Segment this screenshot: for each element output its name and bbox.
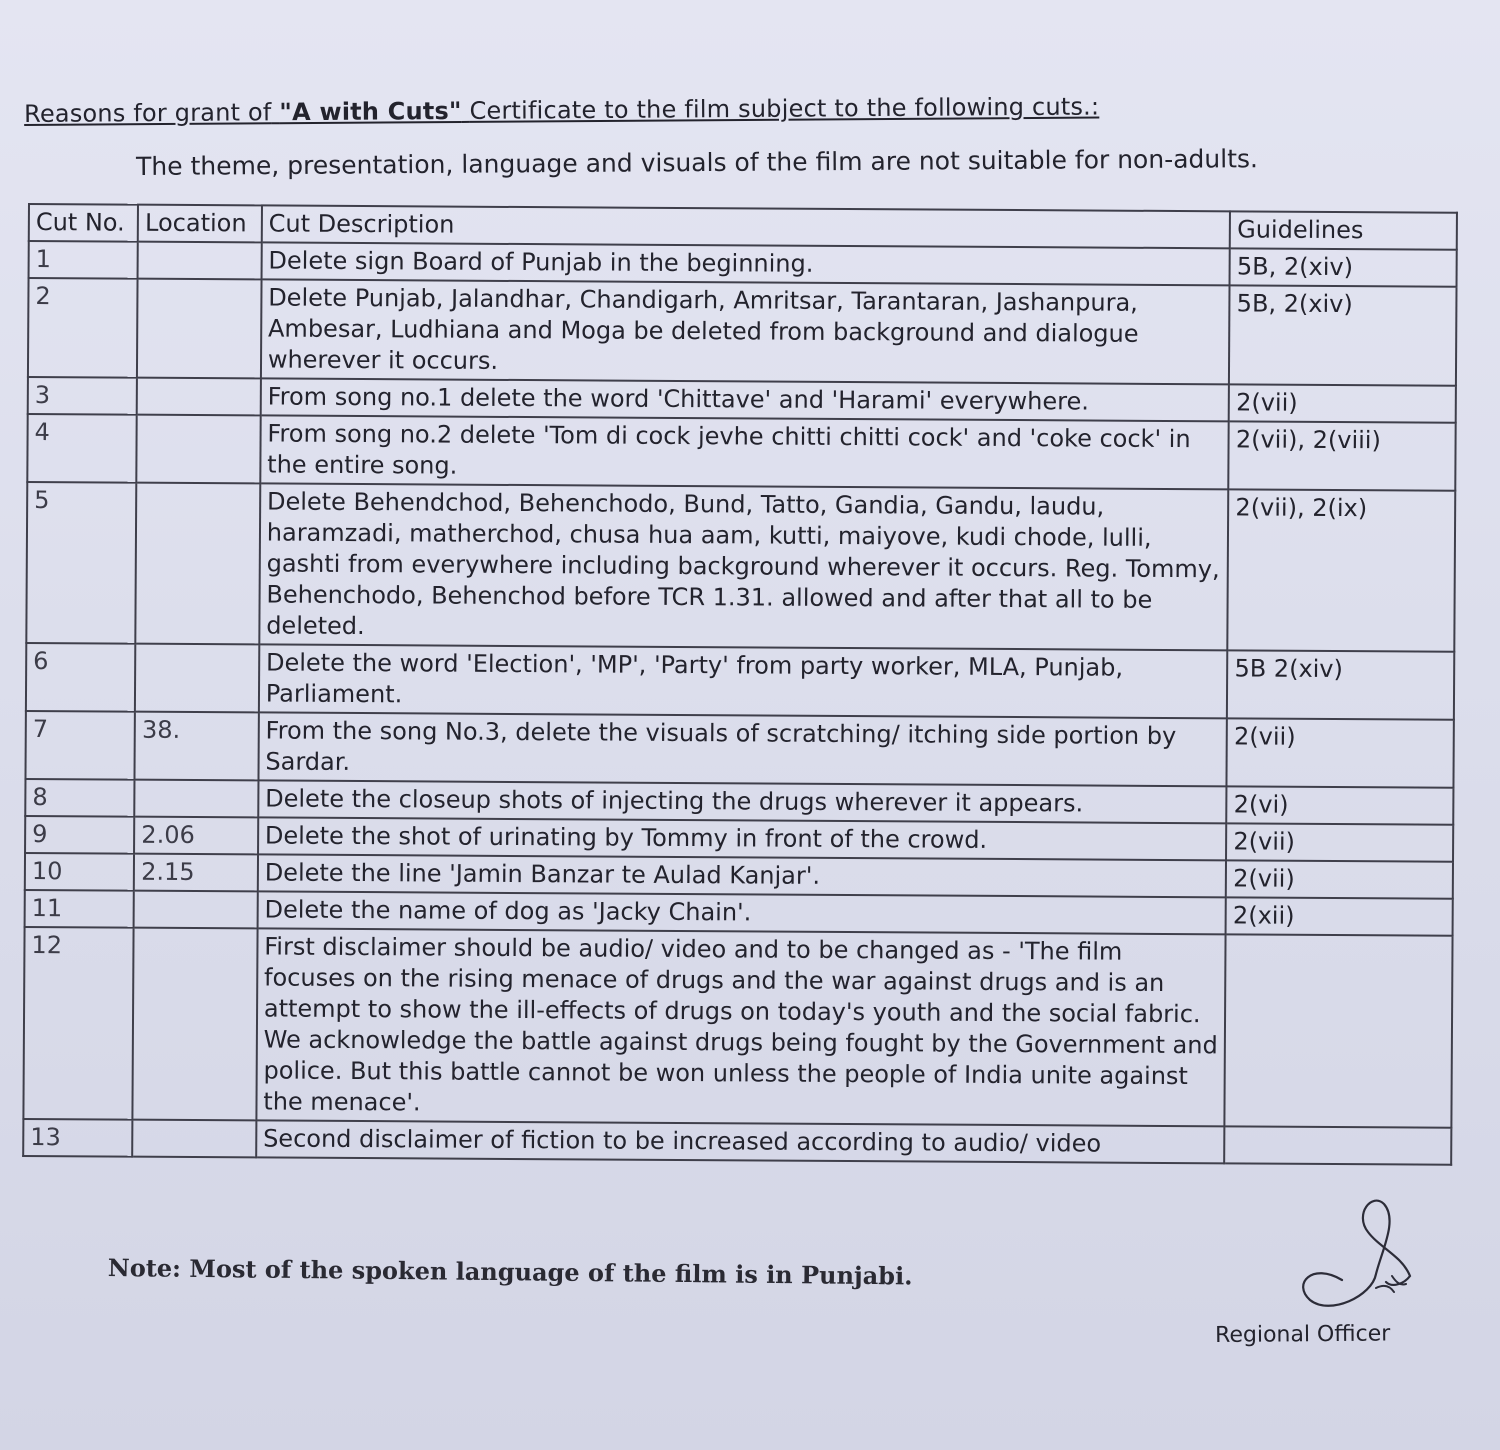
cut-description-cell: Second disclaimer of fiction to be increased according to audio/ video xyxy=(256,1120,1225,1163)
heading-prefix: Reasons for grant of xyxy=(24,98,272,128)
cut-description-cell: Delete the closeup shots of injecting the drugs wherever it appears. xyxy=(258,780,1227,823)
guidelines-cell: 5B, 2(xiv) xyxy=(1230,248,1457,286)
table-row xyxy=(28,278,1457,386)
guidelines-cell: 2(vii) xyxy=(1226,823,1453,861)
cut-description-cell: From song no.1 delete the word 'Chittave' and 'Harami' everywhere. xyxy=(261,378,1230,421)
location-cell xyxy=(136,483,261,645)
cut-number-cell: 11 xyxy=(25,890,134,928)
table-row xyxy=(26,482,1455,652)
signature-mark xyxy=(1272,1192,1432,1322)
location-cell: 2.06 xyxy=(134,817,258,855)
signatory-title: Regional Officer xyxy=(1215,1321,1391,1348)
heading-certificate-type: "A with Cuts" xyxy=(279,96,462,127)
cut-number-cell: 12 xyxy=(23,927,133,1120)
guidelines-cell: 5B, 2(xiv) xyxy=(1229,285,1456,385)
language-note: Note: Most of the spoken language of the film is in Punjabi. xyxy=(107,1253,913,1291)
cut-number-cell: 6 xyxy=(26,643,136,712)
cut-description-cell: Delete sign Board of Punjab in the beginning. xyxy=(261,242,1230,285)
header-guidelines: Guidelines xyxy=(1230,211,1457,249)
cut-description-cell: From song no.2 delete 'Tom di cock jevhe chitti chitti cock' and 'coke cock' in the entire song. xyxy=(260,415,1229,489)
cut-number-cell: 7 xyxy=(25,711,135,780)
cut-description-cell: Delete the name of dog as 'Jacky Chain'. xyxy=(257,891,1226,934)
heading-suffix: Certificate to the film subject to the following cuts.: xyxy=(469,92,1100,125)
cut-number-cell: 8 xyxy=(25,779,134,817)
cut-number-cell: 3 xyxy=(28,377,137,415)
cut-description-cell: Delete Punjab, Jalandhar, Chandigarh, Amritsar, Tarantaran, Jashanpura, Ambesar, Ludhiana and Moga be deleted from background and dialogue wherever it occurs. xyxy=(261,279,1230,384)
location-cell xyxy=(137,279,261,379)
location-cell xyxy=(138,242,262,280)
cut-number-cell: 2 xyxy=(28,278,138,378)
guidelines-cell: 2(xii) xyxy=(1226,897,1453,935)
reason-statement: The theme, presentation, language and visuals of the film are not suitable for non-adults. xyxy=(136,144,1259,181)
table-row xyxy=(27,414,1455,491)
cut-description-cell: Delete the line 'Jamin Banzar te Aulad Kanjar'. xyxy=(258,854,1227,897)
guidelines-cell: 5B 2(xiv) xyxy=(1227,650,1454,719)
guidelines-cell: 2(vii), 2(viii) xyxy=(1229,421,1456,490)
location-cell xyxy=(133,928,258,1121)
guidelines-cell: 2(vii) xyxy=(1227,718,1454,787)
cut-number-cell: 1 xyxy=(29,241,138,279)
header-cut-no: Cut No. xyxy=(29,204,138,242)
cut-description-cell: First disclaimer should be audio/ video and to be changed as - 'The film focuses on the rising menace of drugs and the war against drugs and is an attempt to show the ill-effects of drugs on today's youth and the social fabric. We acknowledge the battle against drugs being fought by the Government and police. But this battle cannot be won unless the people of India unite against the menace'. xyxy=(256,928,1226,1126)
header-cut-description: Cut Description xyxy=(262,205,1231,248)
cut-number-cell: 13 xyxy=(23,1119,132,1157)
cut-number-cell: 9 xyxy=(25,816,134,854)
cut-description-cell: Delete the shot of urinating by Tommy in front of the crowd. xyxy=(258,817,1227,860)
guidelines-cell xyxy=(1225,934,1453,1127)
guidelines-cell: 2(vii), 2(ix) xyxy=(1228,489,1456,651)
location-cell: 38. xyxy=(135,712,259,781)
table-row xyxy=(26,643,1454,720)
location-cell xyxy=(132,1120,256,1158)
location-cell xyxy=(136,415,260,484)
table-row xyxy=(23,927,1452,1128)
cut-description-cell: From the song No.3, delete the visuals of scratching/ itching side portion by Sardar. xyxy=(258,712,1227,786)
header-location: Location xyxy=(138,205,262,243)
guidelines-cell: 2(vii) xyxy=(1226,860,1453,898)
location-cell: 2.15 xyxy=(134,854,258,892)
cut-number-cell: 4 xyxy=(27,414,137,483)
cut-number-cell: 10 xyxy=(25,853,134,891)
cut-description-cell: Delete Behendchod, Behenchodo, Bund, Tatto, Gandia, Gandu, laudu, haramzadi, matherchod, chusa hua aam, kutti, maiyove, kudi chode, lulli, gashti from everywhere including background wherever it occurs. Reg. Tommy, Behenchodo, Behenchod before TCR 1.31. allowed and after that all to be deleted. xyxy=(259,483,1228,650)
guidelines-cell: 2(vii) xyxy=(1229,384,1456,422)
guidelines-cell xyxy=(1224,1126,1451,1164)
cuts-table-body xyxy=(23,241,1457,1165)
table-row xyxy=(25,711,1453,788)
table-row xyxy=(23,1119,1451,1165)
page-heading xyxy=(24,92,1099,128)
location-cell xyxy=(137,378,261,416)
location-cell xyxy=(134,780,258,818)
cut-number-cell: 5 xyxy=(26,482,136,644)
cuts-table xyxy=(22,203,1458,1166)
location-cell xyxy=(135,644,259,713)
location-cell xyxy=(134,891,258,929)
guidelines-cell: 2(vi) xyxy=(1227,786,1454,824)
cut-description-cell: Delete the word 'Election', 'MP', 'Party' from party worker, MLA, Punjab, Parliament. xyxy=(259,644,1228,718)
